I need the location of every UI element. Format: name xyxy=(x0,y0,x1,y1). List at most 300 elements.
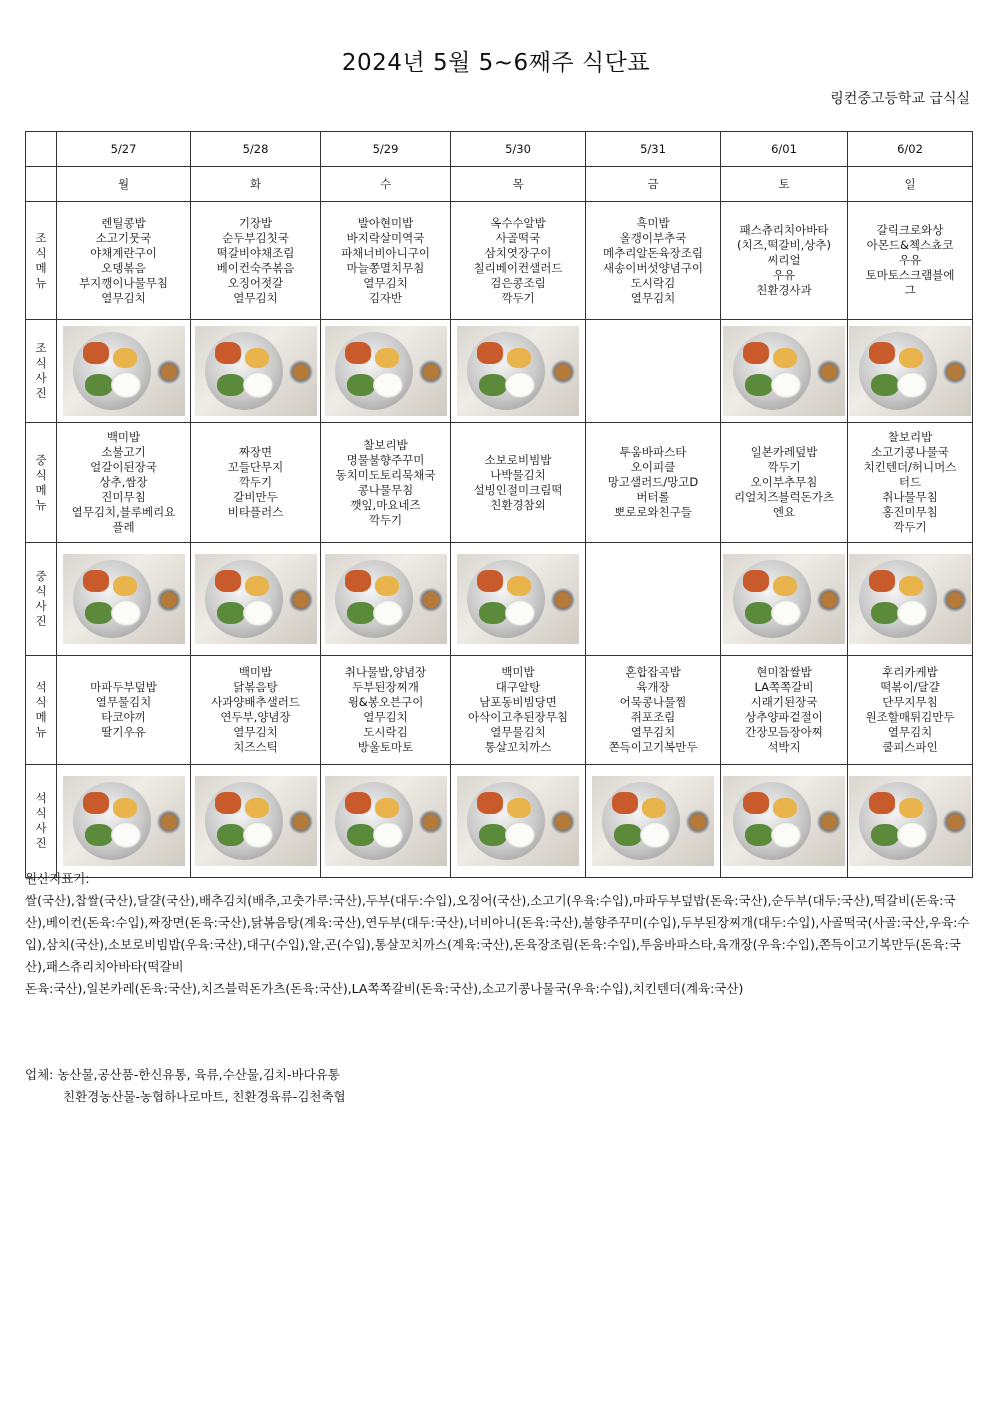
breakfast-menu-cell xyxy=(721,202,848,320)
breakfast-photo-cell xyxy=(586,320,721,423)
food-portion xyxy=(505,372,535,398)
menu-item: 오뎅볶음 xyxy=(101,260,146,275)
menu-item: 베이컨숙주볶음 xyxy=(216,260,295,275)
food-portion xyxy=(375,798,399,818)
food-portion xyxy=(869,570,895,592)
menu-item: 기장밥 xyxy=(238,215,273,230)
row-label-char: 진 xyxy=(35,836,47,850)
menu-item: 짜장면 xyxy=(238,445,273,459)
lunch-menu-row xyxy=(26,423,973,543)
menu-item: 후리카케밥 xyxy=(882,665,938,679)
meal-photo xyxy=(63,326,185,416)
lunch-menu-cell xyxy=(848,423,973,543)
food-portion xyxy=(245,348,269,368)
menu-item: (치즈,떡갈비,상추) xyxy=(736,238,832,252)
food-portion xyxy=(897,600,927,626)
menu-item: 방울토마토 xyxy=(357,740,414,754)
corner-cell xyxy=(26,167,57,202)
tray-plate xyxy=(73,782,151,860)
row-label-char: 식 xyxy=(35,806,47,820)
tray-plate xyxy=(859,560,937,638)
row-label xyxy=(26,656,57,765)
food-portion xyxy=(507,798,531,818)
food-portion xyxy=(345,342,371,364)
menu-item: 떡갈비야채조림 xyxy=(216,245,295,260)
menu-item: 검은콩조림 xyxy=(490,275,546,290)
dinner-photo-cell xyxy=(57,765,191,878)
food-portion xyxy=(773,576,797,596)
menu-item: 찰보리밥 xyxy=(363,437,408,452)
menu-item: 백미밥 xyxy=(238,665,273,679)
menu-item: 깍두기 xyxy=(368,512,403,527)
food-portion xyxy=(745,374,773,396)
date-cell: 6/01 xyxy=(721,132,848,167)
menu-item: 그 xyxy=(904,283,916,297)
row-label-char: 식 xyxy=(35,467,47,482)
row-label-char: 뉴 xyxy=(35,497,47,512)
meal-photo xyxy=(457,326,579,416)
row-label-char: 중 xyxy=(35,569,47,583)
tray-plate xyxy=(467,782,545,860)
menu-item: 흑미밥 xyxy=(636,215,670,230)
menu-item: 깻잎,마요네즈 xyxy=(350,497,421,512)
food-portion xyxy=(215,570,241,592)
food-portion xyxy=(215,342,241,364)
row-label-char: 진 xyxy=(35,386,47,400)
soup-bowl xyxy=(157,810,181,834)
menu-item: 쿨피스파인 xyxy=(882,740,938,754)
menu-item: 타코야끼 xyxy=(101,710,146,724)
food-portion xyxy=(507,576,531,596)
menu-item: 우유 xyxy=(772,268,796,282)
dinner-menu-cell xyxy=(586,656,721,765)
menu-item: 얼갈이된장국 xyxy=(90,460,157,474)
dinner-photo-row xyxy=(26,765,973,878)
soup-bowl xyxy=(157,588,181,612)
menu-item: 원조할매튀김만두 xyxy=(865,710,955,724)
menu-item: 발아현미밥 xyxy=(357,215,414,230)
food-portion xyxy=(640,822,670,848)
tray-plate xyxy=(467,332,545,410)
menu-item: 도시락김 xyxy=(363,725,408,739)
tray-plate xyxy=(467,560,545,638)
row-label-char: 식 xyxy=(35,356,47,370)
tray-plate xyxy=(335,782,413,860)
food-portion xyxy=(745,824,773,846)
food-portion xyxy=(773,798,797,818)
food-portion xyxy=(373,822,403,848)
menu-item: 단무지무침 xyxy=(882,695,938,709)
soup-bowl xyxy=(817,360,841,384)
menu-item: 파채너비아니구이 xyxy=(341,245,430,260)
menu-item: 간장모듬장아찌 xyxy=(745,725,823,739)
row-label-char: 메 xyxy=(35,482,47,497)
food-portion xyxy=(743,570,769,592)
food-portion xyxy=(347,602,375,624)
soup-bowl xyxy=(817,810,841,834)
row-label-char: 뉴 xyxy=(35,725,47,739)
menu-item: 오이부추무침 xyxy=(750,475,818,489)
menu-item: 열무김치 xyxy=(630,290,676,305)
food-portion xyxy=(505,600,535,626)
food-portion xyxy=(243,600,273,626)
lunch-photo-cell xyxy=(321,543,451,656)
menu-item: 도시락김 xyxy=(630,275,676,290)
tray-plate xyxy=(602,782,680,860)
menu-item: 플레 xyxy=(112,520,135,534)
menu-item: 동치미도토리묵채국 xyxy=(335,467,436,482)
row-label-char: 중 xyxy=(35,452,47,467)
menu-item: 콩나물무침 xyxy=(357,482,414,497)
food-portion xyxy=(869,342,895,364)
tray-plate xyxy=(335,332,413,410)
soup-bowl xyxy=(419,360,443,384)
food-portion xyxy=(477,342,503,364)
row-label xyxy=(26,320,57,423)
food-portion xyxy=(83,570,109,592)
date-cell: 5/27 xyxy=(57,132,191,167)
menu-item: 아몬드&첵스쵸코 xyxy=(866,238,954,252)
food-portion xyxy=(347,374,375,396)
lunch-menu-cell xyxy=(721,423,848,543)
soup-bowl xyxy=(419,588,443,612)
breakfast-menu-row xyxy=(26,202,973,320)
tray-plate xyxy=(859,332,937,410)
dinner-menu-row xyxy=(26,656,973,765)
food-portion xyxy=(85,374,113,396)
page-title: 2024년 5월 5~6째주 식단표 xyxy=(341,50,651,76)
menu-item: 옥수수알밥 xyxy=(490,215,546,230)
food-portion xyxy=(479,602,507,624)
row-label-char: 뉴 xyxy=(35,275,47,290)
vendor-line-1: 업체: 농산물,공산품-한신유통, 육류,수산물,김치-바다유통 xyxy=(25,1067,340,1082)
food-portion xyxy=(614,824,642,846)
menu-item: 올갱이부추국 xyxy=(619,230,687,245)
row-label-char: 식 xyxy=(35,584,47,598)
date-cell: 6/02 xyxy=(848,132,973,167)
menu-item: 소고기콩나물국 xyxy=(871,445,949,459)
menu-item: 칠리베이컨샐러드 xyxy=(473,260,563,275)
menu-item: 현미찹쌀밥 xyxy=(756,665,812,679)
food-portion xyxy=(113,798,137,818)
meal-photo xyxy=(723,776,845,866)
food-portion xyxy=(85,602,113,624)
menu-item: 열무김치 xyxy=(233,725,278,739)
breakfast-photo-cell xyxy=(721,320,848,423)
menu-item: 부지깽이나물무침 xyxy=(79,275,168,290)
weekday-cell: 목 xyxy=(451,167,586,202)
menu-item: 윙&봉오븐구이 xyxy=(347,695,424,709)
row-label xyxy=(26,543,57,656)
soup-bowl xyxy=(686,810,710,834)
breakfast-photo-cell xyxy=(451,320,586,423)
row-label-char: 메 xyxy=(35,260,47,275)
food-portion xyxy=(85,824,113,846)
food-portion xyxy=(217,824,245,846)
food-portion xyxy=(505,822,535,848)
tray-plate xyxy=(733,782,811,860)
menu-item: 아삭이고추된장무침 xyxy=(468,710,568,724)
menu-item: 어묵콩나물찜 xyxy=(619,695,687,709)
lunch-photo-cell xyxy=(586,543,721,656)
menu-item: 설빙인절미크림떡 xyxy=(473,482,563,497)
meal-photo xyxy=(457,554,579,644)
meal-photo xyxy=(723,554,845,644)
origin-title: 원산지표기: xyxy=(25,871,90,886)
soup-bowl xyxy=(817,588,841,612)
menu-item: 깍두기 xyxy=(893,520,927,534)
origin-text: 쌀(국산),찹쌀(국산),달걀(국산),배추김치(배추,고춧가루:국산),두부(대두:수입),오징어(국산),소고기(우육:수입),마파두부덮밥(돈육:국산),순두부(대두:국산),떡갈비(돈육:국산),베이컨(돈육:수입),짜장면(돈육:국산),닭볶음탕(계육:국산),연두부(대두:국산),너비아니(돈육:국산),불향주꾸미(수입),두부된장찌개(대두:수입),사골떡국(사골:국산,우육:수입),삼치(국산),소보로비빔밥(우육:국산),대구(수입),알,곤(수입),통살꼬치까스(계육:국산),돈육장조림(돈육:수입),투움바파스타,육개장(우육:수입),쫀득이고기복만두(돈육:국산),패스츄리치아바타(떡갈비 xyxy=(25,893,970,974)
origin-info xyxy=(25,890,975,1000)
menu-item: 열무김치,블루베리요 xyxy=(71,505,176,519)
soup-bowl xyxy=(289,360,313,384)
food-portion xyxy=(899,348,923,368)
food-portion xyxy=(771,372,801,398)
lunch-menu-cell xyxy=(451,423,586,543)
food-portion xyxy=(83,792,109,814)
tray-plate xyxy=(859,782,937,860)
lunch-photo-cell xyxy=(57,543,191,656)
menu-item: 망고샐러드/망고D xyxy=(607,475,699,489)
menu-item: 사과양배추샐러드 xyxy=(211,695,300,709)
food-portion xyxy=(743,342,769,364)
meal-photo xyxy=(195,776,317,866)
menu-item: 소고기뭇국 xyxy=(95,230,152,245)
row-label-char: 식 xyxy=(35,245,47,260)
lunch-photo-cell xyxy=(721,543,848,656)
meal-photo xyxy=(849,326,971,416)
menu-item: 치킨텐더/허니머스 xyxy=(863,460,957,474)
lunch-photo-cell xyxy=(451,543,586,656)
lunch-menu-cell xyxy=(586,423,721,543)
food-portion xyxy=(113,348,137,368)
school-name: 링컨중고등학교 급식실 xyxy=(830,91,970,107)
soup-bowl xyxy=(551,588,575,612)
menu-item: 야채계란구이 xyxy=(90,245,157,260)
menu-item: 열무김치 xyxy=(233,290,278,305)
soup-bowl xyxy=(289,810,313,834)
weekday-cell: 월 xyxy=(57,167,191,202)
date-row xyxy=(26,132,973,167)
menu-item: 열무김치 xyxy=(363,710,408,724)
breakfast-menu-cell xyxy=(191,202,321,320)
meal-table xyxy=(25,131,973,878)
menu-item: 딸기우유 xyxy=(101,725,146,739)
lunch-photo-row xyxy=(26,543,973,656)
soup-bowl xyxy=(551,360,575,384)
row-label xyxy=(26,765,57,878)
food-portion xyxy=(479,824,507,846)
menu-item: 두부된장찌개 xyxy=(352,680,419,694)
menu-item: LA쪽쪽갈비 xyxy=(754,680,814,694)
dinner-photo-cell xyxy=(451,765,586,878)
menu-item: 취나물무침 xyxy=(882,490,938,504)
menu-item: 메추리알돈육장조림 xyxy=(603,245,703,260)
food-portion xyxy=(771,822,801,848)
lunch-menu-cell xyxy=(57,423,191,543)
menu-item: 진미무침 xyxy=(101,490,146,504)
tray-plate xyxy=(73,560,151,638)
food-portion xyxy=(373,372,403,398)
meal-photo xyxy=(63,554,185,644)
menu-item: 혼합잡곡밥 xyxy=(625,665,681,679)
meal-photo xyxy=(195,554,317,644)
menu-item: 치즈스틱 xyxy=(233,740,278,754)
menu-item: 투움바파스타 xyxy=(619,445,687,459)
menu-item: 깍두기 xyxy=(767,460,801,474)
food-portion xyxy=(243,822,273,848)
tray-plate xyxy=(73,332,151,410)
row-label-char: 진 xyxy=(35,614,47,628)
row-label-char: 조 xyxy=(35,341,47,355)
food-portion xyxy=(897,822,927,848)
lunch-photo-cell xyxy=(848,543,973,656)
menu-item: 쫀득이고기복만두 xyxy=(608,740,698,754)
vendor-line-2: 친환경농산물-농협하나로마트, 친환경육류-김천축협 xyxy=(63,1089,346,1104)
menu-item: 소보로비빔밥 xyxy=(484,452,552,467)
menu-item: 열무김치 xyxy=(363,275,408,290)
menu-item: 깍두기 xyxy=(501,290,535,305)
food-portion xyxy=(743,792,769,814)
menu-item: 비타플러스 xyxy=(227,505,284,519)
food-portion xyxy=(375,576,399,596)
food-portion xyxy=(479,374,507,396)
food-portion xyxy=(745,602,773,624)
menu-item: 육개장 xyxy=(636,680,670,694)
soup-bowl xyxy=(943,588,967,612)
meal-photo xyxy=(63,776,185,866)
food-portion xyxy=(507,348,531,368)
food-portion xyxy=(245,576,269,596)
menu-item: 열무물김치 xyxy=(490,725,546,739)
menu-item: 순두부김칫국 xyxy=(222,230,289,245)
dinner-menu-cell xyxy=(191,656,321,765)
lunch-photo-cell xyxy=(191,543,321,656)
food-portion xyxy=(477,792,503,814)
food-portion xyxy=(897,372,927,398)
meal-photo xyxy=(457,776,579,866)
soup-bowl xyxy=(943,360,967,384)
breakfast-photo-cell xyxy=(848,320,973,423)
menu-item: 깍두기 xyxy=(238,475,273,489)
food-portion xyxy=(83,342,109,364)
meal-photo xyxy=(592,776,714,866)
food-portion xyxy=(871,374,899,396)
menu-item: 열무김치 xyxy=(101,290,146,305)
menu-item: 뽀로로와친구들 xyxy=(614,505,692,519)
weekday-cell: 금 xyxy=(586,167,721,202)
menu-item: 꼬들단무지 xyxy=(227,460,284,474)
lunch-menu-cell xyxy=(321,423,451,543)
weekday-cell: 토 xyxy=(721,167,848,202)
row-label-char: 석 xyxy=(35,680,47,694)
row-label-char: 사 xyxy=(35,371,47,385)
lunch-menu-cell xyxy=(191,423,321,543)
weekday-cell: 일 xyxy=(848,167,973,202)
row-label-char: 사 xyxy=(35,821,47,835)
menu-item: 떡볶이/달걀 xyxy=(880,680,940,694)
dinner-menu-cell xyxy=(848,656,973,765)
menu-item: 친환경사과 xyxy=(756,283,812,297)
meal-photo xyxy=(325,326,447,416)
food-portion xyxy=(373,600,403,626)
food-portion xyxy=(345,570,371,592)
food-portion xyxy=(477,570,503,592)
menu-item: 대구알탕 xyxy=(495,680,541,694)
menu-item: 새송이버섯양념구이 xyxy=(603,260,703,275)
meal-photo xyxy=(325,776,447,866)
breakfast-photo-cell xyxy=(57,320,191,423)
date-cell: 5/29 xyxy=(321,132,451,167)
row-label-char: 석 xyxy=(35,791,47,805)
row-label xyxy=(26,202,57,320)
soup-bowl xyxy=(551,810,575,834)
dinner-menu-cell xyxy=(721,656,848,765)
tray-plate xyxy=(733,332,811,410)
row-label-char: 식 xyxy=(35,695,47,709)
vendor-info xyxy=(25,1064,975,1108)
food-portion xyxy=(773,348,797,368)
food-portion xyxy=(899,798,923,818)
food-portion xyxy=(217,374,245,396)
food-portion xyxy=(113,576,137,596)
row-label xyxy=(26,423,57,543)
menu-item: 김자반 xyxy=(368,290,403,305)
menu-item: 마늘쫑멸치무침 xyxy=(346,260,425,275)
menu-item: 렌틸콩밥 xyxy=(101,215,146,230)
menu-item: 삼치엿장구이 xyxy=(484,245,552,260)
food-portion xyxy=(345,792,371,814)
food-portion xyxy=(111,372,141,398)
tray-plate xyxy=(205,332,283,410)
food-portion xyxy=(871,824,899,846)
menu-item: 소불고기 xyxy=(101,445,146,459)
dinner-photo-cell xyxy=(848,765,973,878)
breakfast-photo-cell xyxy=(321,320,451,423)
food-portion xyxy=(347,824,375,846)
dinner-menu-cell xyxy=(57,656,191,765)
food-portion xyxy=(771,600,801,626)
row-label-char: 사 xyxy=(35,599,47,613)
food-portion xyxy=(871,602,899,624)
menu-item: 나박물김치 xyxy=(490,467,546,482)
food-portion xyxy=(111,600,141,626)
dinner-menu-cell xyxy=(321,656,451,765)
menu-item: 시래기된장국 xyxy=(750,695,818,709)
soup-bowl xyxy=(289,588,313,612)
date-cell: 5/30 xyxy=(451,132,586,167)
breakfast-photo-cell xyxy=(191,320,321,423)
date-cell: 5/31 xyxy=(586,132,721,167)
menu-item: 열무김치 xyxy=(887,725,933,739)
menu-item: 닭볶음탕 xyxy=(233,680,278,694)
soup-bowl xyxy=(419,810,443,834)
food-portion xyxy=(642,798,666,818)
breakfast-menu-cell xyxy=(451,202,586,320)
meal-photo xyxy=(849,776,971,866)
weekday-cell: 화 xyxy=(191,167,321,202)
food-portion xyxy=(217,602,245,624)
food-portion xyxy=(111,822,141,848)
food-portion xyxy=(215,792,241,814)
menu-item: 명물불향주꾸미 xyxy=(346,452,425,467)
breakfast-menu-cell xyxy=(586,202,721,320)
menu-item: 사골떡국 xyxy=(495,230,541,245)
menu-item: 버터롤 xyxy=(636,490,670,504)
soup-bowl xyxy=(943,810,967,834)
food-portion xyxy=(243,372,273,398)
food-portion xyxy=(899,576,923,596)
